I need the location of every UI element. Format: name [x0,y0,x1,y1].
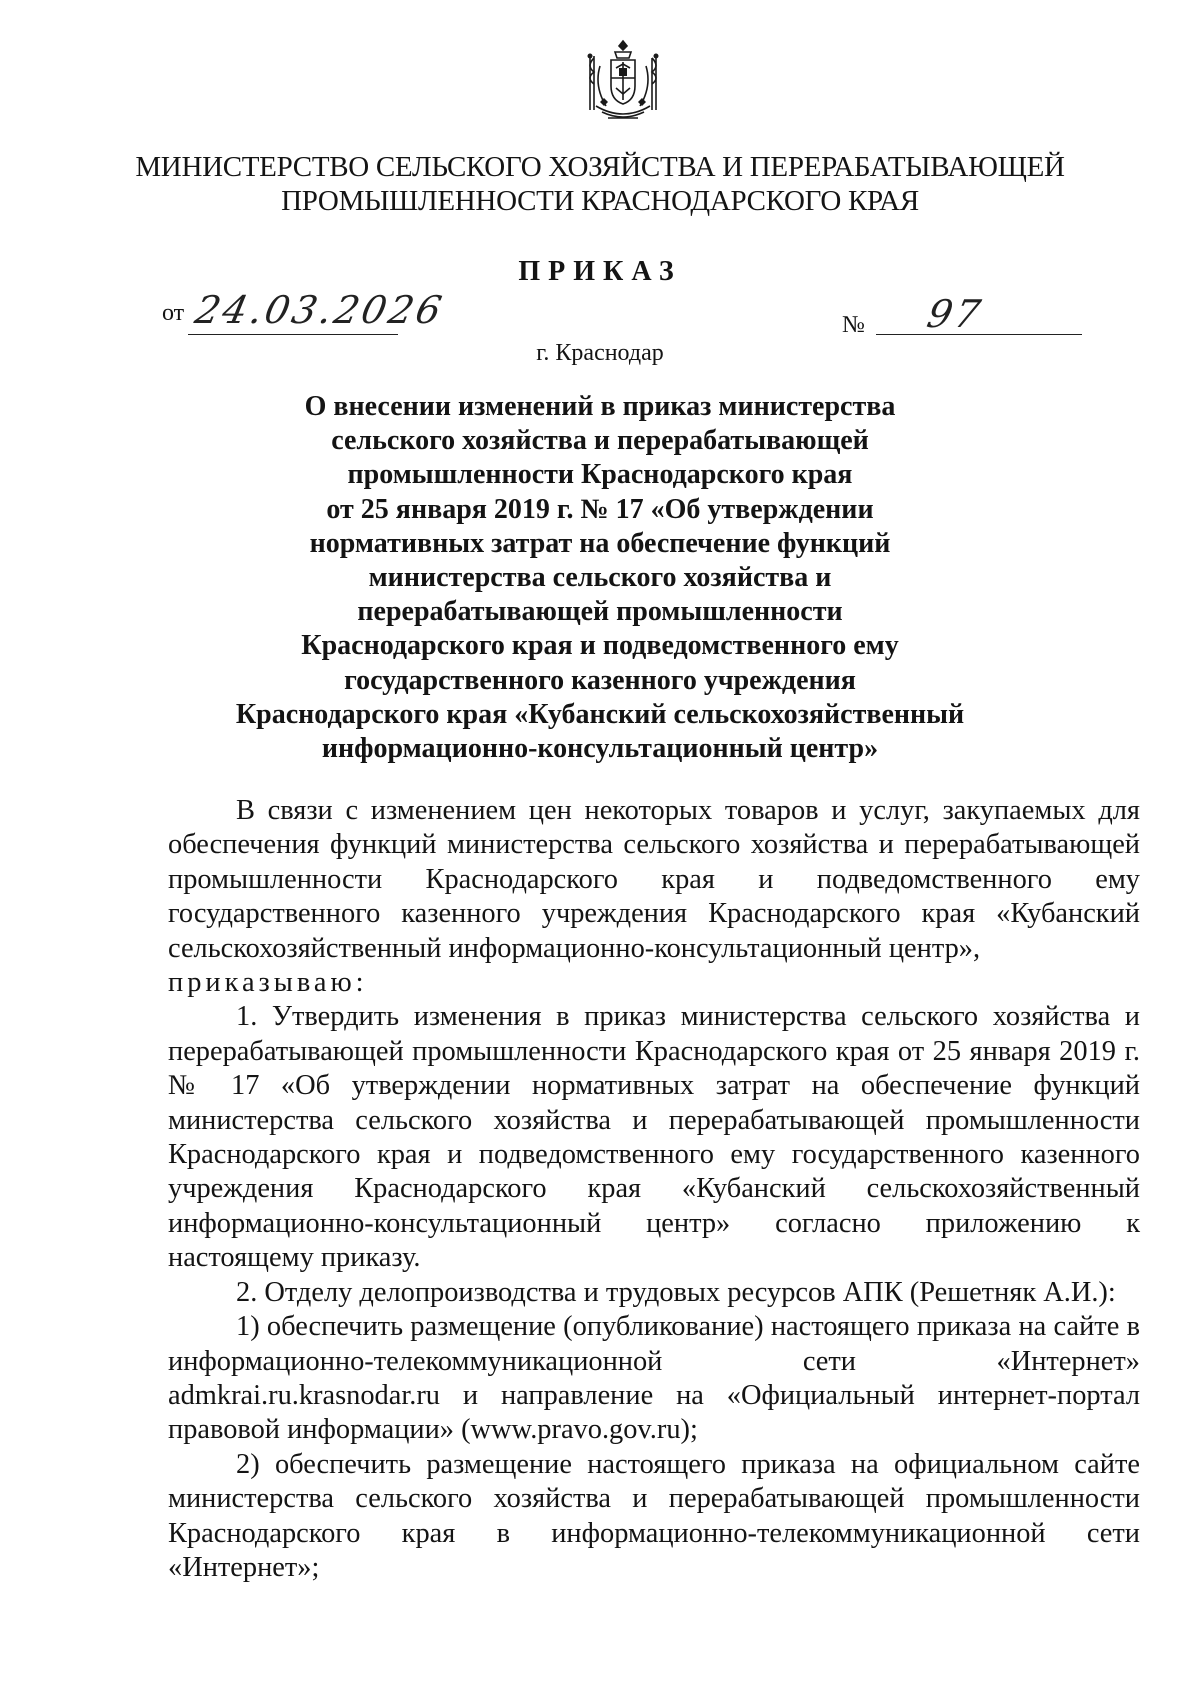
title-line: министерства сельского хозяйства и [368,562,832,594]
item-1-paragraph: 1. Утвердить изменения в приказ министерства сельского хозяйства и перерабатывающей промышленности Краснодарского края от 25 января 2019 г. № 17 «Об утверждении нормативных затрат на обеспечение функций министерства сельского хозяйства и перерабатывающей промышленности Краснодарского края и подведомственного ему государственного казенного учреждения Краснодарского края «Кубанский сельскохозяйственный информационно-консультационный центр» согласно приложению к настоящему приказу. [168,1001,1140,1274]
document-type: ПРИКАЗ [518,256,682,287]
ministry-name [100,150,1100,218]
title-line: О внесении изменений в приказ министерства [304,391,896,422]
title-line: нормативных затрат на обеспечение функций [309,527,891,559]
order-title [200,390,1000,766]
ministry-line-1: МИНИСТЕРСТВО СЕЛЬСКОГО ХОЗЯЙСТВА И ПЕРЕРАБАТЫВАЮЩЕЙ [135,151,1065,183]
title-line: Краснодарского края «Кубанский сельскохозяйственный [235,698,965,730]
title-line: государственного казенного учреждения [344,664,856,696]
number-value: 97 [923,292,988,336]
ministry-line-2: ПРОМЫШЛЕННОСТИ КРАСНОДАРСКОГО КРАЯ [281,185,919,217]
number-label: № [842,312,865,338]
title-line: от 25 января 2019 г. № 17 «Об утверждении [326,493,874,525]
title-line: Краснодарского края и подведомственного ему [301,630,899,662]
number-underline [876,334,1082,335]
title-line: промышленности Краснодарского края [347,459,853,491]
title-line: информационно-консультационный центр» [321,733,879,765]
city: г. Краснодар [536,340,664,366]
date-underline [188,334,398,335]
item-2-2-paragraph: 2) обеспечить размещение настоящего приказа на официальном сайте министерства сельского хозяйства и перерабатывающей промышленности Краснодарского края в информационно-телекоммуникационной сети «Интернет»; [168,1448,1140,1583]
order-body [168,794,1140,1585]
item-2-paragraph: 2. Отделу делопроизводства и трудовых ресурсов АПК (Решетняк А.И.): [236,1276,1116,1308]
date-prefix: от [162,300,185,326]
title-line: перерабатывающей промышленности [357,596,843,628]
krasnodar-coat-of-arms-icon [578,38,668,126]
order-word: приказываю: [168,967,368,999]
date-value: 24.03.2026 [191,288,449,332]
preamble-paragraph: В связи с изменением цен некоторых товаров и услуг, закупаемых для обеспечения функций министерства сельского хозяйства и перерабатывающей промышленности Краснодарского края и подведомственного ему государственного казенного учреждения Краснодарского края «Кубанский сельскохозяйственный информационно-консультационный центр», [168,795,1140,964]
item-2-1-paragraph: 1) обеспечить размещение (опубликование) настоящего приказа на сайте в информационно-телекоммуникационной сети «Интернет» admkrai.ru.krasnodar.ru и направление на «Официальный интернет-портал правовой информации» (www.pravo.gov.ru); [168,1311,1140,1446]
title-line: сельского хозяйства и перерабатывающей [331,425,869,457]
